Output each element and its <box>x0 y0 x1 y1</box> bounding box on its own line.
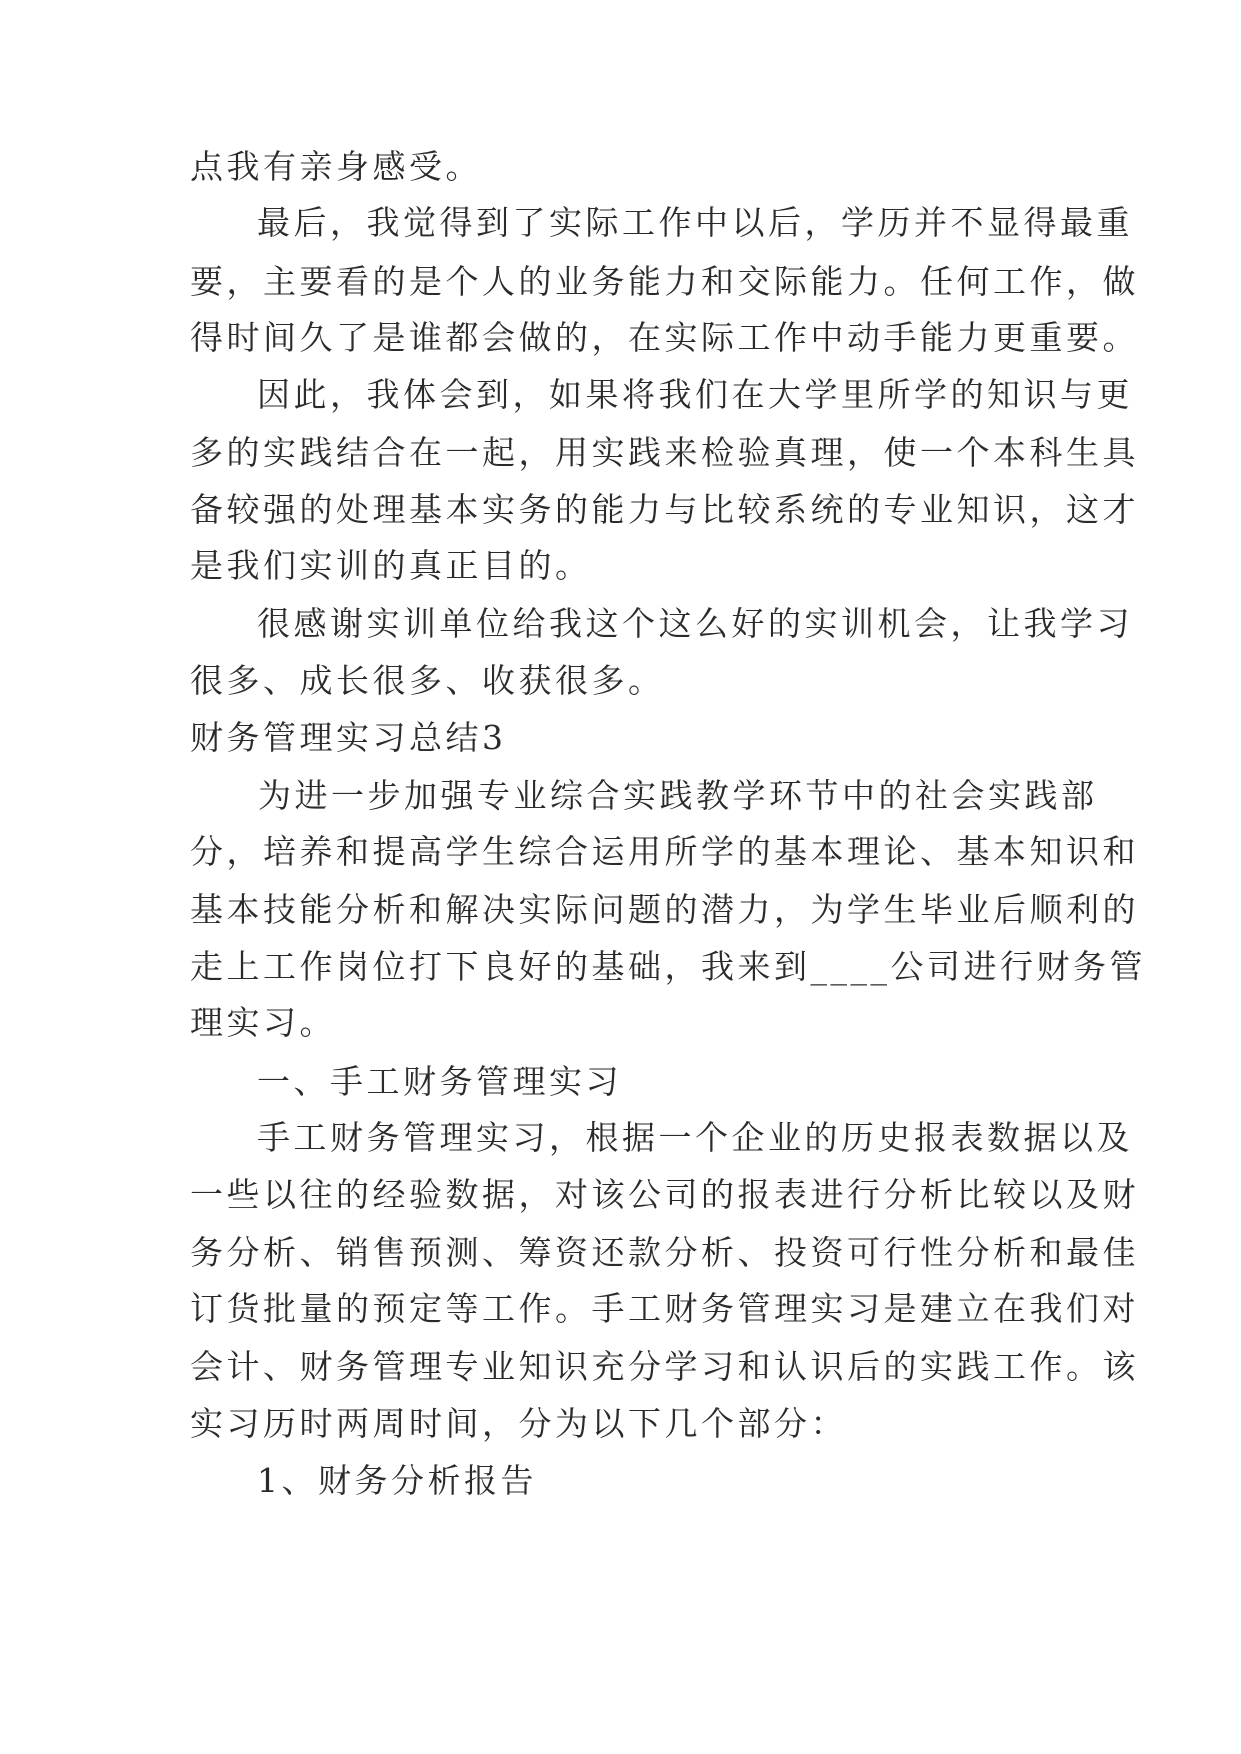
subsection-heading: 一、手工财务管理实习 <box>257 1062 622 1101</box>
text-line: 得时间久了是谁都会做的，在实际工作中动手能力更重要。 <box>190 318 1139 357</box>
text-line: 很多、成长很多、收获很多。 <box>190 661 665 700</box>
text-line: 是我们实训的真正目的。 <box>190 546 592 585</box>
text-line: 多的实践结合在一起，用实践来检验真理，使一个本科生具 <box>190 433 1139 472</box>
text-line: 基本技能分析和解决实际问题的潜力，为学生毕业后顺利的 <box>190 890 1139 929</box>
text-line: 因此，我体会到，如果将我们在大学里所学的知识与更 <box>257 375 1133 414</box>
text-line: 分，培养和提高学生综合运用所学的基本理论、基本知识和 <box>190 832 1139 871</box>
text-line: 要，主要看的是个人的业务能力和交际能力。任何工作，做 <box>190 262 1139 301</box>
text-line: 手工财务管理实习，根据一个企业的历史报表数据以及 <box>257 1118 1133 1157</box>
text-line: 备较强的处理基本实务的能力与比较系统的专业知识，这才 <box>190 490 1139 529</box>
section-heading: 财务管理实习总结3 <box>190 718 507 757</box>
text-line: 一些以往的经验数据，对该公司的报表进行分析比较以及财 <box>190 1175 1139 1214</box>
text-line: 很感谢实训单位给我这个这么好的实训机会，让我学习 <box>257 604 1133 643</box>
text-line: 会计、财务管理专业知识充分学习和认识后的实践工作。该 <box>190 1347 1139 1386</box>
text-line: 为进一步加强专业综合实践教学环节中的社会实践部 <box>258 776 1098 815</box>
text-line: 点我有亲身感受。 <box>190 147 482 186</box>
text-line: 务分析、销售预测、筹资还款分析、投资可行性分析和最佳 <box>190 1233 1139 1272</box>
text-line: 最后，我觉得到了实际工作中以后，学历并不显得最重 <box>257 203 1133 242</box>
list-item-heading: 1、财务分析报告 <box>257 1461 537 1500</box>
text-line: 走上工作岗位打下良好的基础，我来到____公司进行财务管 <box>190 947 1146 986</box>
text-line: 理实习。 <box>190 1003 336 1042</box>
text-line: 实习历时两周时间，分为以下几个部分： <box>190 1404 847 1443</box>
text-line: 订货批量的预定等工作。手工财务管理实习是建立在我们对 <box>190 1289 1139 1328</box>
